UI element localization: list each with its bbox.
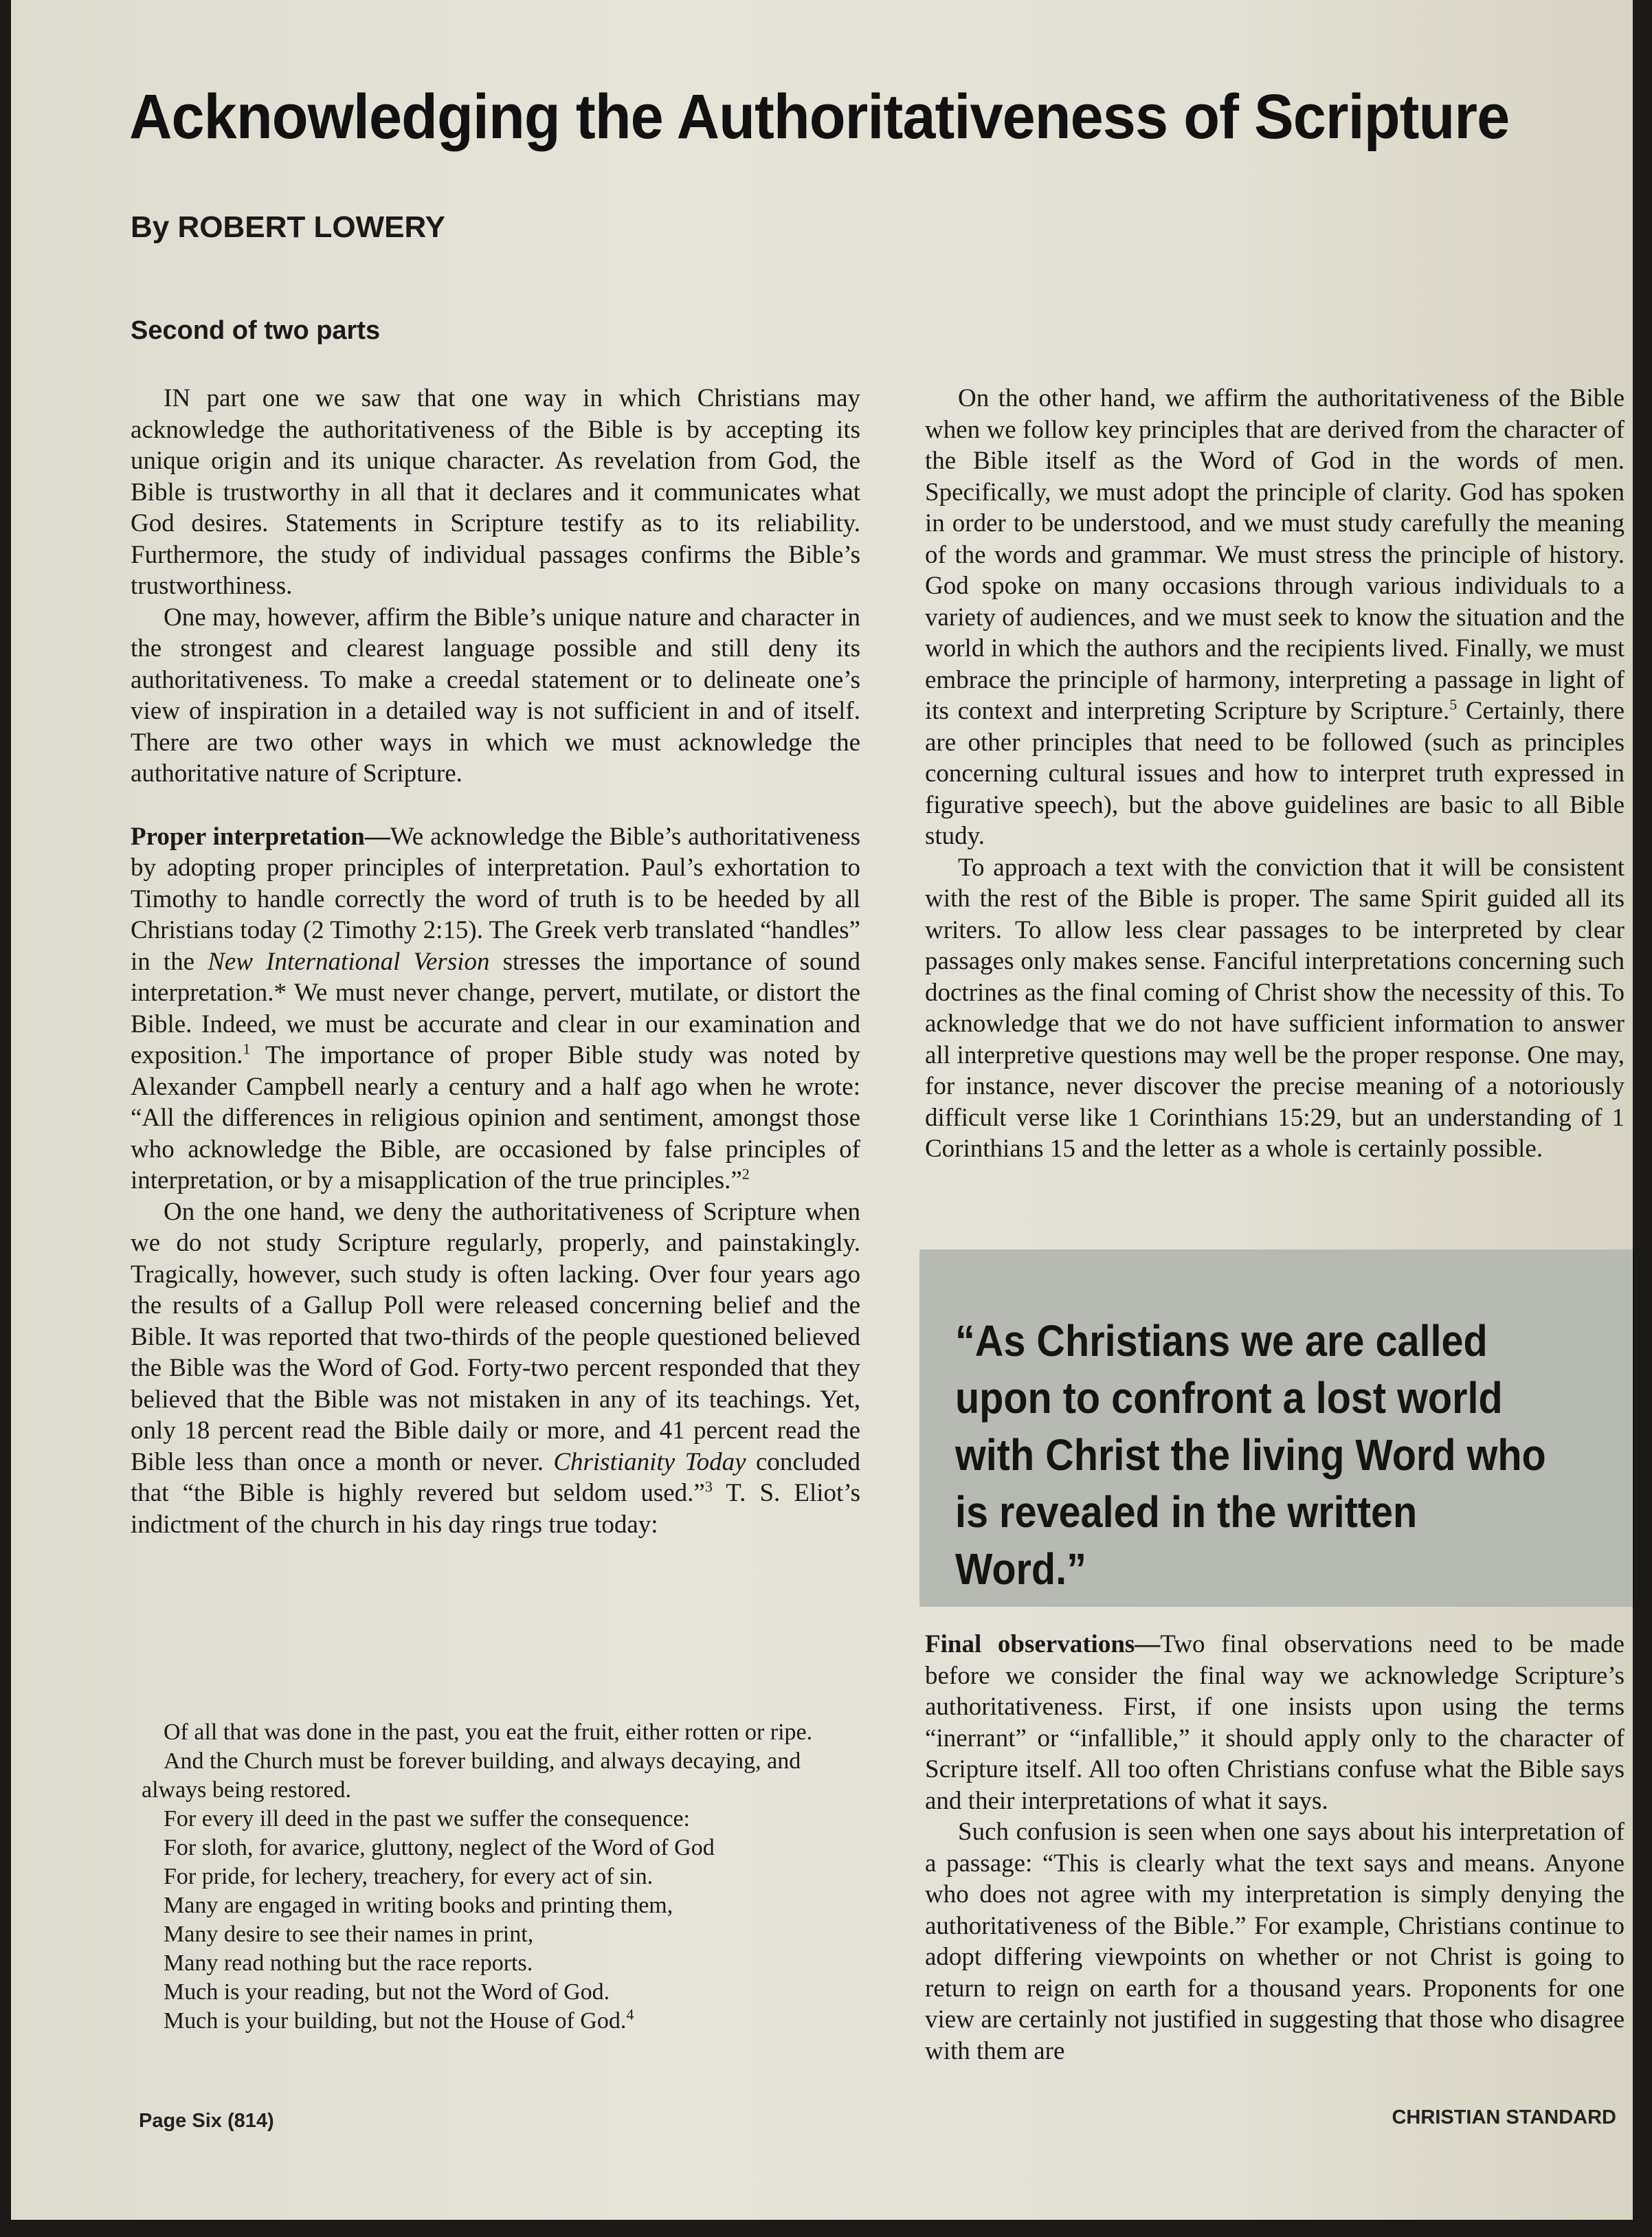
poem-line: Many are engaged in writing books and printing them, bbox=[164, 1893, 673, 1918]
paragraph: On the one hand, we deny the authoritativeness of Scripture when we do not study Scripture regularly, properly, and painstakingly. Tragically, however, such study is often lacking. Over four years ago the results of a Gallup Poll were released concerning belief and the Bible. It was reported that two-thirds of the people questioned believed the Bible was the Word of God. Forty-two percent responded that they believed that the Bible was not mistaken in any of its teachings. Yet, only 18 percent read the Bible daily or more, and 41 percent read the Bible less than once a month or never. Christianity Today concluded that “the Bible is highly revered but seldom used.”$^3$ T. S. Eliot’s indictment of the church in his day rings true today: bbox=[131, 1197, 861, 1539]
footnote-ref: 3 bbox=[704, 1478, 713, 1495]
poem-line: For sloth, for avarice, gluttony, neglect of the Word of God bbox=[164, 1835, 715, 1860]
paragraph: Such confusion is seen when one says about his interpretation of a passage: “This is clearly what the text says and means. Anyone who does not agree with my interpretation is simply denying the authoritativeness of the Bible.” For example, Christians continue to adopt differing viewpoints on whether or not Christ is going to return to reign on earth for a thousand years. Proponents for one view are certainly not justified in suggesting that those who disagree with them are bbox=[925, 1818, 1625, 2065]
paragraph: To approach a text with the conviction that it will be consistent with the rest of the Bible is proper. The same Spirit guided all its writers. To allow less clear passages to be interpreted by clear passages only makes sense. Fanciful interpretations concerning such doctrines as the final coming of Christ show the necessity of this. To acknowledge that we do not have sufficient information to answer all interpretive questions may well be the proper response. One may, for instance, never discover the precise meaning of a notoriously difficult verse like 1 Corinthians 15:29, but an understanding of 1 Corinthians 15 and the letter as a whole is certainly possible. bbox=[925, 853, 1625, 1163]
paragraph: Proper interpretation—We acknowledge the Bible’s authoritativeness by adopting proper principles of interpretation. Paul’s exhortation to Timothy to handle correctly the word of truth is to be heeded by all Christians today (2 Timothy 2:15). The Greek verb translated “handles” in the New International Version stresses the importance of sound interpretation.* We must never change, pervert, mutilate, or distort the Bible. Indeed, we must be accurate and clear in our examination and exposition.$^1$ The importance of proper Bible study was noted by Alexander Campbell nearly a century and a half ago when he wrote: “All the differences in religious opinion and sentiment, amongst those who acknowledge the Bible, are occasioned by false principles of interpretation, or by a misapplication of the true principles.”$^2$ bbox=[131, 822, 860, 1194]
poem-line: Much is your building, but not the House of God.$^4$ bbox=[164, 2005, 634, 2034]
footnote-ref: 2 bbox=[741, 1165, 750, 1183]
poem-line: Of all that was done in the past, you eat the fruit, either rotten or ripe. bbox=[164, 1720, 813, 1745]
subtitle: Second of two parts bbox=[131, 316, 381, 345]
left-column bbox=[131, 383, 860, 1540]
paragraph: Final observations—Two final observations need to be made before we consider the final way we acknowledge Scripture’s authoritativeness. First, if one insists upon using the terms “inerrant” or “infallible,” it should apply only to the character of Scripture itself. All too often Christians confuse what the Bible says and their interpretations of what it says. bbox=[925, 1630, 1625, 1815]
right-column-lower bbox=[925, 1629, 1625, 2067]
section-lead: Final observations— bbox=[925, 1630, 1161, 1658]
poem-line: Many desire to see their names in print, bbox=[164, 1922, 534, 1947]
footnote-ref: 4 bbox=[626, 2005, 634, 2023]
pull-quote-box bbox=[919, 1249, 1633, 1607]
poem-line: Much is your reading, but not the Word of God. bbox=[164, 1979, 610, 2005]
paragraph: On the other hand, we affirm the authoritativeness of the Bible when we follow key principles that are derived from the character of the Bible itself as the Word of God in the words of men. Specifically, we must adopt the principle of clarity. God has spoken in order to be understood, and we must study carefully the meaning of the words and grammar. We must stress the principle of history. God spoke on many occasions through various individuals to a variety of audiences, and we must seek to know the situation and the world in which the authors and the recipients lived. Finally, we must embrace the principle of harmony, interpreting a passage in light of its context and interpreting Scripture by Scripture.$^5$ Certainly, there are other principles that need to be followed (such as principles concerning cultural issues and how to interpret truth expressed in figurative speech), but the above guidelines are basic to all Bible study. bbox=[925, 384, 1625, 850]
footnote-ref: 5 bbox=[1449, 695, 1458, 713]
byline: By ROBERT LOWERY bbox=[131, 210, 445, 244]
publication-name: CHRISTIAN STANDARD bbox=[1392, 2106, 1616, 2128]
poem-line: And the Church must be forever building, and always decaying, and always being restored. bbox=[142, 1748, 801, 1803]
section-lead: Proper interpretation— bbox=[131, 822, 390, 851]
page-number: Page Six (814) bbox=[139, 2110, 274, 2132]
right-column bbox=[925, 383, 1625, 1165]
poem-line: Many read nothing but the race reports. bbox=[164, 1950, 533, 1976]
pull-quote-text: “As Christians we are called upon to confront a lost world with Christ the living Word who is revealed in the written Word.” bbox=[955, 1316, 1546, 1594]
poem-line: For every ill deed in the past we suffer the consequence: bbox=[164, 1806, 690, 1832]
footnote-ref: 1 bbox=[243, 1040, 251, 1058]
poem-line: For pride, for lechery, treachery, for every act of sin. bbox=[164, 1864, 654, 1889]
paragraph: IN part one we saw that one way in which Christians may acknowledge the authoritativeness of the Bible is by accepting its unique origin and its unique character. As revelation from God, the Bible is trustworthy in all that it declares and it communicates what God desires. Statements in Scripture testify as to its reliability. Furthermore, the study of individual passages confirms the Bible’s trustworthiness. bbox=[131, 384, 860, 600]
poem-quote bbox=[142, 1718, 863, 2036]
paragraph: One may, however, affirm the Bible’s unique nature and character in the strongest and clearest language possible and still deny its authoritativeness. To make a creedal statement or to delineate one’s view of inspiration in a detailed way is not sufficient in and of itself. There are two other ways in which we must acknowledge the authoritative nature of Scripture. bbox=[131, 603, 860, 788]
magazine-page bbox=[11, 0, 1633, 2220]
article-title: Acknowledging the Authoritativeness of Scripture bbox=[129, 82, 1510, 152]
